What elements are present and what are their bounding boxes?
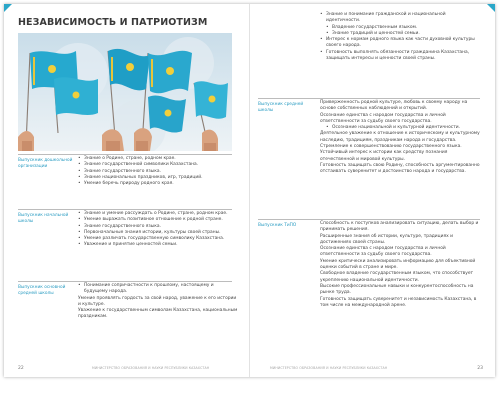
page-number-left: 22 xyxy=(18,366,24,371)
list-item: Деятельное уважение к отношение к историческому и культурному наследию, традициям, праздникам народа и государства. xyxy=(320,131,480,143)
section-list xyxy=(320,221,480,309)
list-item: • Владение государственным языком. xyxy=(320,25,480,31)
book-spread xyxy=(4,4,495,377)
section-list xyxy=(78,283,238,321)
list-item: • Готовность выполнять обязанности гражданина Казахстана, защищать интересы и ценности своей страны. xyxy=(320,50,480,63)
list-item: Устойчивый интерес к истории как средству познания отечественной и мировой культуры. xyxy=(320,150,448,162)
list-item: Умение проявлять гордость за свой народ, уважение к его истории и культуре. xyxy=(78,295,237,307)
section-list xyxy=(320,100,480,176)
list-item: • Знание государственного языка. xyxy=(78,224,238,230)
page-title: НЕЗАВИСИМОСТЬ И ПАТРИОТИЗМ xyxy=(18,17,208,28)
list-item: Готовность защищать суверенитет и независимость Казахстана, в том числе на международной арене. xyxy=(320,296,477,308)
footer-left: МИНИСТЕРСТВО ОБРАЗОВАНИЯ И НАУКИ РЕСПУБЛИКИ КАЗАХСТАН xyxy=(92,366,210,370)
list-item: Расширенные знания об истории, культуре, традициях и достижениях своей страны. xyxy=(320,233,453,245)
footer-right: МИНИСТЕРСТВО ОБРАЗОВАНИЯ И НАУКИ РЕСПУБЛИКИ КАЗАХСТАН xyxy=(270,366,388,370)
section-divider xyxy=(258,219,480,220)
list-item: Стремление к совершенствованию государственного языка. xyxy=(320,144,462,150)
list-item: Умение критически анализировать информацию для объективной оценки событий в стране и мире. xyxy=(320,258,476,271)
list-item: Способность к поступков анализировать ситуацию, делать выбор и принимать решения. xyxy=(320,221,479,233)
section-divider xyxy=(18,209,232,210)
flags-illustration xyxy=(18,33,232,151)
list-item: Приверженность родной культуре, любовь к своему народу на основе собственных наблюдений и открытий. xyxy=(320,100,468,112)
list-item: • Умение беречь природу родного края. xyxy=(78,181,238,187)
list-item: • Знание государственного языка. xyxy=(78,169,238,175)
left-page xyxy=(4,4,249,377)
section-label: Выпускник ТиПО xyxy=(258,223,297,228)
section-label: Выпускник начальной школы xyxy=(18,213,69,224)
section-basic-secondary xyxy=(18,281,238,356)
list-item: • Знание традиций и ценностей семьи. xyxy=(320,31,480,37)
list-item: • Понимание сопричастности к прошлому, настоящему и будущему народа. xyxy=(78,283,238,296)
list-item: • Уважение и принятие ценностей семьи. xyxy=(78,242,238,248)
section-label: Выпускник средней школы xyxy=(258,102,304,113)
section-divider xyxy=(258,98,480,99)
section-tipo xyxy=(258,219,480,349)
section-label: Выпускник основной средней школы xyxy=(18,285,66,296)
list-item: • Знание и понимание гражданской и национальной идентичности. xyxy=(320,12,480,25)
section-secondary xyxy=(258,98,480,210)
section-divider xyxy=(18,154,232,155)
list-item: Уважение к государственным символам Казахстана, национальным праздникам. xyxy=(78,308,238,320)
list-item: • Интерес к нормам родного языка как части духовной культуры своего народа. xyxy=(320,37,480,50)
list-item: • Знание и умение рассуждать о Родине, стране, родном крае. xyxy=(78,211,238,217)
right-page xyxy=(250,4,495,377)
section-primary xyxy=(18,209,232,279)
section-label: Выпускник дошкольной организации xyxy=(18,158,73,169)
list-item: Свободное владение государственным языком, что способствует укреплению национальной идентичности. xyxy=(320,271,474,283)
section-list xyxy=(78,156,238,187)
list-item: • Знание национальных праздников, игр, традиций. xyxy=(78,175,238,181)
flags-photo xyxy=(18,33,232,151)
list-item: • Знание о Родине, стране, родном крае. xyxy=(78,156,238,162)
section-preschool xyxy=(18,154,232,204)
list-item: Готовность защищать свою Родину, способность аргументированно отстаивать суверенитет и достоинство народа и государства. xyxy=(320,162,480,175)
list-item: • Знание государственной символики Казахстана. xyxy=(78,162,238,168)
list-item: Осознание единства с народом государства и личной ответственности за судьбу своего государства. xyxy=(320,112,446,124)
list-item: Высокие профессиональные навыки и конкурентоспособность на рынке труда. xyxy=(320,283,474,296)
corner-accent-left xyxy=(4,4,12,12)
list-item: • Умение различать государственную символику Казахстана. xyxy=(78,236,238,242)
list-item: • Первоначальные знания истории, культуры своей страны. xyxy=(78,230,238,236)
section-list xyxy=(78,211,238,249)
section-list xyxy=(320,12,480,62)
corner-accent-right xyxy=(487,4,495,12)
section-continued xyxy=(258,12,480,82)
list-item: Осознание единства с народом государства и личной ответственности за судьбу своего государства. xyxy=(320,246,446,258)
list-item: • Осознание национальной и культурной идентичности. xyxy=(320,125,480,131)
page-number-right: 23 xyxy=(477,366,483,371)
list-item: • Умение выражать позитивное отношение к родной стране. xyxy=(78,217,238,223)
section-divider xyxy=(18,281,232,282)
